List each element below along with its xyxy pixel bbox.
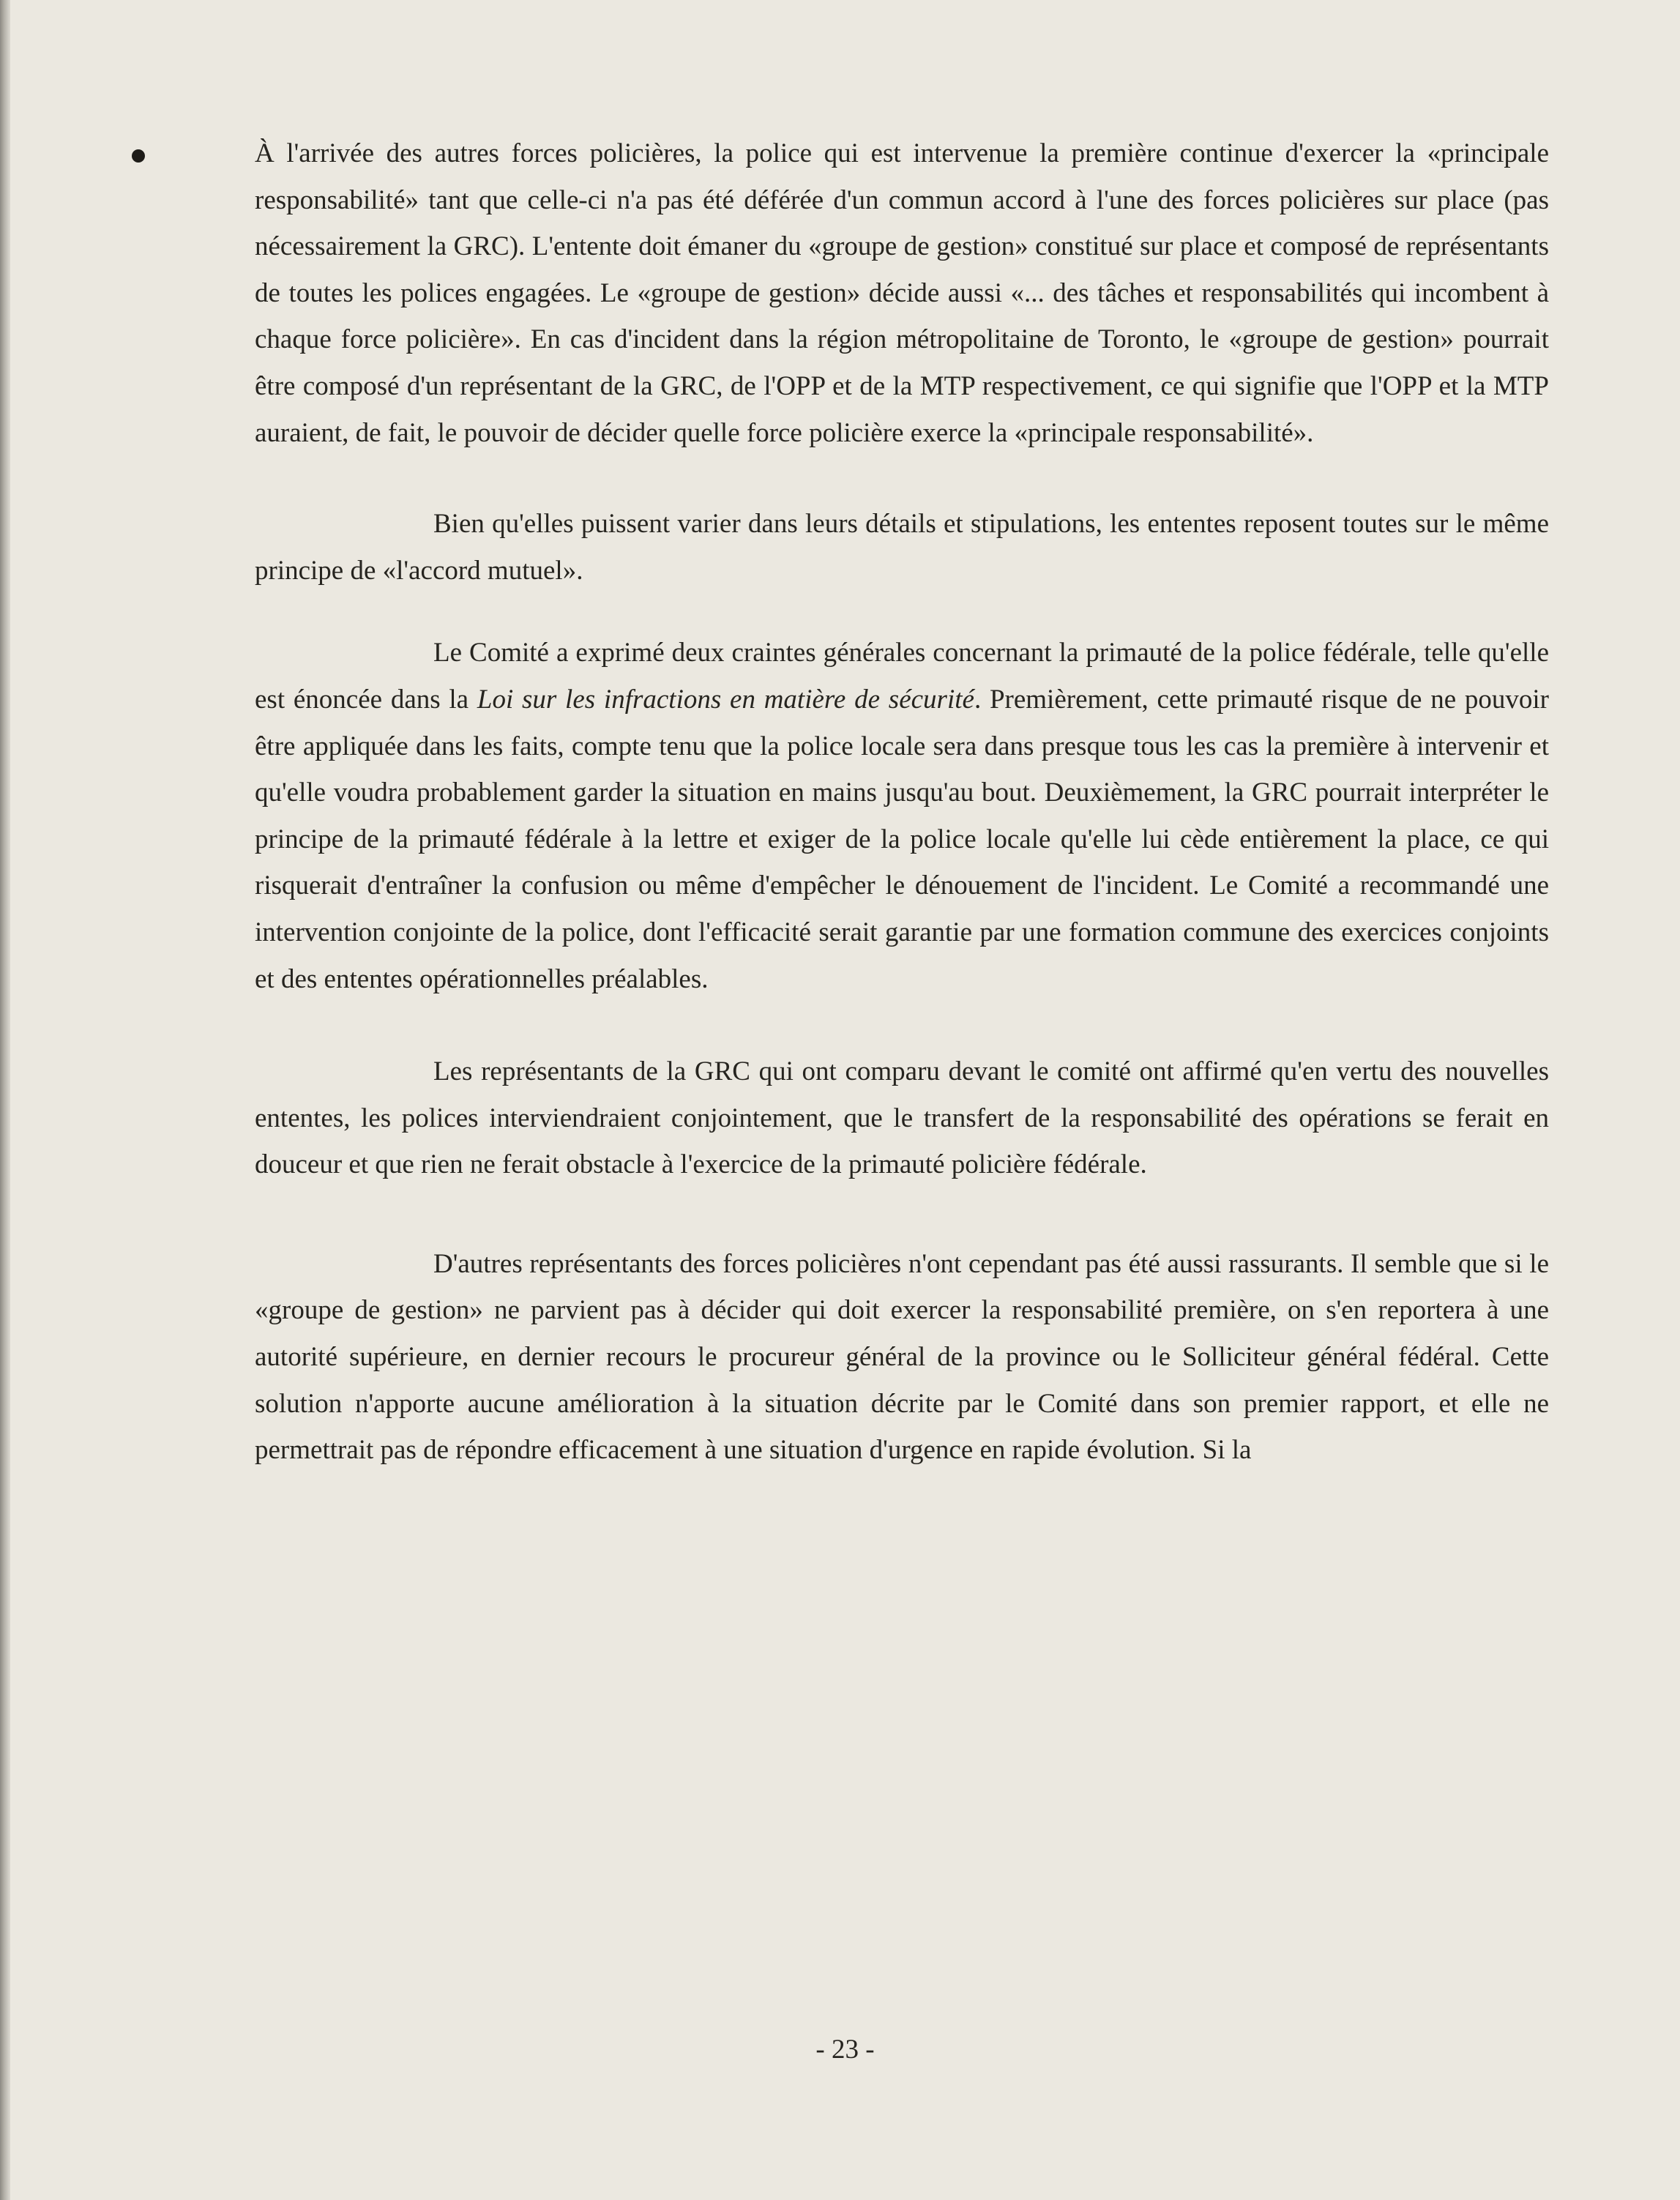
- bullet-item: [255, 130, 1549, 456]
- page-number: - 23 -: [815, 2035, 875, 2065]
- paragraph-committee-concerns-part2: . Premièrement, cette primauté risque de ne pouvoir être appliquée dans les faits, compte tenu que la police locale sera dans presque tous les cas la première à intervenir et qu'elle voudra probablement garder la situation en mains jusqu'au bout. Deuxièmement, la GRC pourrait interpréter le principe de la primauté fédérale à la lettre et exiger de la police locale qu'elle lui cède entièrement la place, ce qui risquerait d'entraîner la confusion ou même d'empêcher le dénouement de l'incident. Le Comité a recommandé une intervention conjointe de la police, dont l'efficacité serait garantie par une formation commune des exercices conjoints et des ententes opérationnelles préalables.: [255, 684, 1550, 994]
- bullet-text: À l'arrivée des autres forces policières, la police qui est intervenue la première continue d'exercer la «principale responsabilité» tant que celle-ci n'a pas été déférée d'un commun accord à l'une des forces policières sur place (pas nécessairement la GRC). L'entente doit émaner du «groupe de gestion» constitué sur place et composé de représentants de toutes les polices engagées. Le «groupe de gestion» décide aussi «... des tâches et responsabilités qui incombent à chaque force policière». En cas d'incident dans la région métropolitaine de Toronto, le «groupe de gestion» pourrait être composé d'un représentant de la GRC, de l'OPP et de la MTP respectivement, ce qui signifie que l'OPP et la MTP auraient, de fait, le pouvoir de décider quelle force policière exerce la «principale responsabilité».: [255, 138, 1549, 448]
- paragraph-other-representatives: D'autres représentants des forces policières n'ont cependant pas été aussi rassurants. Il semble que si le «groupe de gestion» ne parvient pas à décider qui doit exercer la responsabilité première, on s'en reportera à une autorité supérieure, en dernier recours le procureur général de la province ou le Solliciteur général fédéral. Cette solution n'apporte aucune amélioration à la situation décrite par le Comité dans son premier rapport, et elle ne permettrait pas de répondre efficacement à une situation d'urgence en rapide évolution. Si la: [255, 1248, 1549, 1466]
- body-text: [255, 130, 1549, 1474]
- bullet-dot-icon: [132, 149, 145, 163]
- paragraph-committee-concerns: [255, 630, 1549, 1002]
- page-left-edge: [0, 0, 10, 2200]
- law-title: Loi sur les infractions en matière de sécurité: [477, 684, 974, 715]
- paragraph-grc-representatives: Les représentants de la GRC qui ont comparu devant le comité ont affirmé qu'en vertu des nouvelles ententes, les polices interviendraient conjointement, que le transfert de la responsabilité des opérations se ferait en douceur et que rien ne ferait obstacle à l'exercice de la primauté policière fédérale.: [255, 1056, 1549, 1180]
- paragraph-mutual-agreement: Bien qu'elles puissent varier dans leurs détails et stipulations, les ententes reposent toutes sur le même principe de «l'accord mutuel».: [255, 509, 1549, 586]
- paragraph-committee-concerns-part1: Le Comité a exprimé deux craintes générales concernant la primauté de la police fédérale, telle qu'elle est énoncée dans la: [255, 638, 1549, 715]
- document-page: [10, 0, 1680, 2200]
